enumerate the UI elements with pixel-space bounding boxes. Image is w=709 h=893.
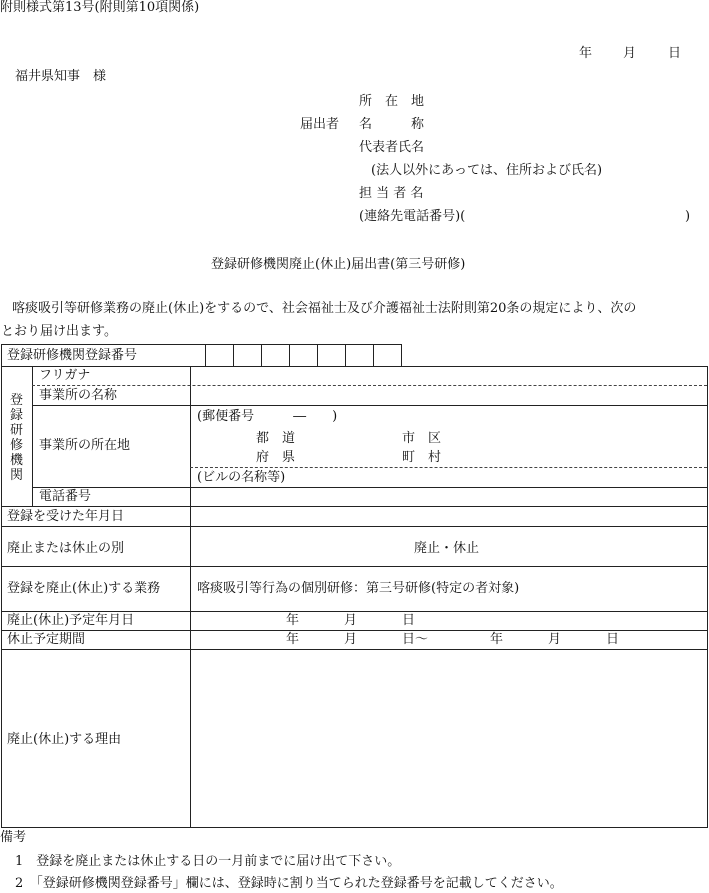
reg-number-digit [345, 344, 373, 366]
contact-phone-close: ) [685, 209, 691, 224]
representative-note: (法人以外にあっては、住所および氏名) [371, 163, 603, 178]
period-start-year: 年 [286, 632, 300, 647]
period-start-day: 日～ [402, 632, 429, 647]
person-in-charge: 担 当 者 名 [359, 186, 424, 201]
period-start-month: 月 [344, 632, 358, 647]
institution-label-5: 機 [10, 453, 24, 468]
type-value: 廃止・休止 [414, 541, 480, 556]
reg-number-digit [205, 344, 233, 366]
period-end-day: 日 [606, 632, 620, 647]
table-right-border [707, 366, 708, 828]
note-item-1: 1 登録を廃止または休止する日の一月前までに届け出て下さい。 [15, 854, 401, 869]
table-left-border [1, 366, 2, 828]
rule [190, 366, 191, 828]
reg-number-label: 登録研修機関登録番号 [7, 348, 138, 363]
planned-year: 年 [286, 613, 300, 628]
registered-date-label: 登録を受けた年月日 [7, 509, 125, 524]
rule [1, 611, 708, 612]
reg-number-digit [289, 344, 317, 366]
note-item-2: 2 「登録研修機関登録番号」欄には、登録時に割り当てられた登録番号を記載してください。 [15, 876, 563, 891]
date-month: 月 [623, 46, 637, 61]
rule [1, 566, 708, 567]
institution-label-6: 関 [10, 468, 24, 483]
planned-date-label: 廃止(休止)予定年月日 [7, 613, 135, 628]
document-title: 登録研修機関廃止(休止)届出書(第三号研修) [211, 257, 466, 272]
reg-number-digit [317, 344, 345, 366]
body-line-1: 喀痰吸引等研修業務の廃止(休止)をするので、社会福祉士及び介護福祉士法附則第20条の規定により、次の [12, 301, 637, 316]
applicant-location: 所 在 地 [359, 94, 425, 109]
notes-title: 備考 [0, 830, 27, 845]
type-label: 廃止または休止の別 [7, 541, 125, 556]
table-bottom-border [1, 827, 708, 828]
addressee: 福井県知事 様 [15, 69, 107, 84]
rule [1, 506, 708, 507]
applicant-name: 名 称 [359, 117, 425, 132]
city-shiku: 市 区 [402, 431, 442, 446]
institution-label-1: 登 [10, 393, 24, 408]
rule [401, 344, 402, 366]
period-end-month: 月 [548, 632, 562, 647]
dashed-rule [190, 467, 707, 468]
date-day: 日 [668, 46, 682, 61]
office-address-label: 事業所の所在地 [39, 438, 131, 453]
institution-label-2: 録 [10, 408, 24, 423]
rule [32, 366, 33, 506]
planned-day: 日 [402, 613, 416, 628]
contact-phone-open: (連絡先電話番号)( [359, 209, 466, 224]
phone-label: 電話番号 [39, 489, 92, 504]
reg-number-digit [261, 344, 289, 366]
representative-name: 代表者氏名 [359, 140, 425, 155]
period-end-year: 年 [490, 632, 504, 647]
pref-todo: 都 道 [256, 431, 296, 446]
institution-label-4: 修 [10, 438, 24, 453]
form-id: 附則様式第13号(附則第10項関係) [0, 0, 200, 15]
planned-month: 月 [344, 613, 358, 628]
rule [32, 405, 707, 406]
rule [1, 649, 708, 650]
pref-fuken: 府 県 [256, 450, 296, 465]
rule [1, 366, 708, 367]
reg-number-digit [373, 344, 401, 366]
applicant-label: 届出者 [300, 117, 340, 132]
furigana-label: フリガナ [39, 368, 91, 383]
office-name-label: 事業所の名称 [39, 388, 118, 403]
reg-number-digit [233, 344, 261, 366]
building-name: (ビルの名称等) [197, 470, 286, 485]
business-value: 喀痰吸引等行為の個別研修：第三号研修(特定の者対象) [197, 581, 520, 596]
business-label: 登録を廃止(休止)する業務 [7, 581, 161, 596]
reason-label: 廃止(休止)する理由 [7, 732, 122, 747]
rule [32, 487, 707, 488]
institution-label-3: 研 [10, 423, 24, 438]
body-line-2: とおり届け出ます。 [1, 324, 117, 339]
rule [1, 344, 2, 366]
postal-code: (郵便番号 ― ) [197, 409, 338, 424]
rule [1, 630, 708, 631]
date-year: 年 [579, 46, 593, 61]
city-choson: 町 村 [402, 450, 442, 465]
suspension-period-label: 休止予定期間 [7, 632, 86, 647]
dashed-rule [32, 385, 707, 386]
rule [1, 526, 708, 527]
